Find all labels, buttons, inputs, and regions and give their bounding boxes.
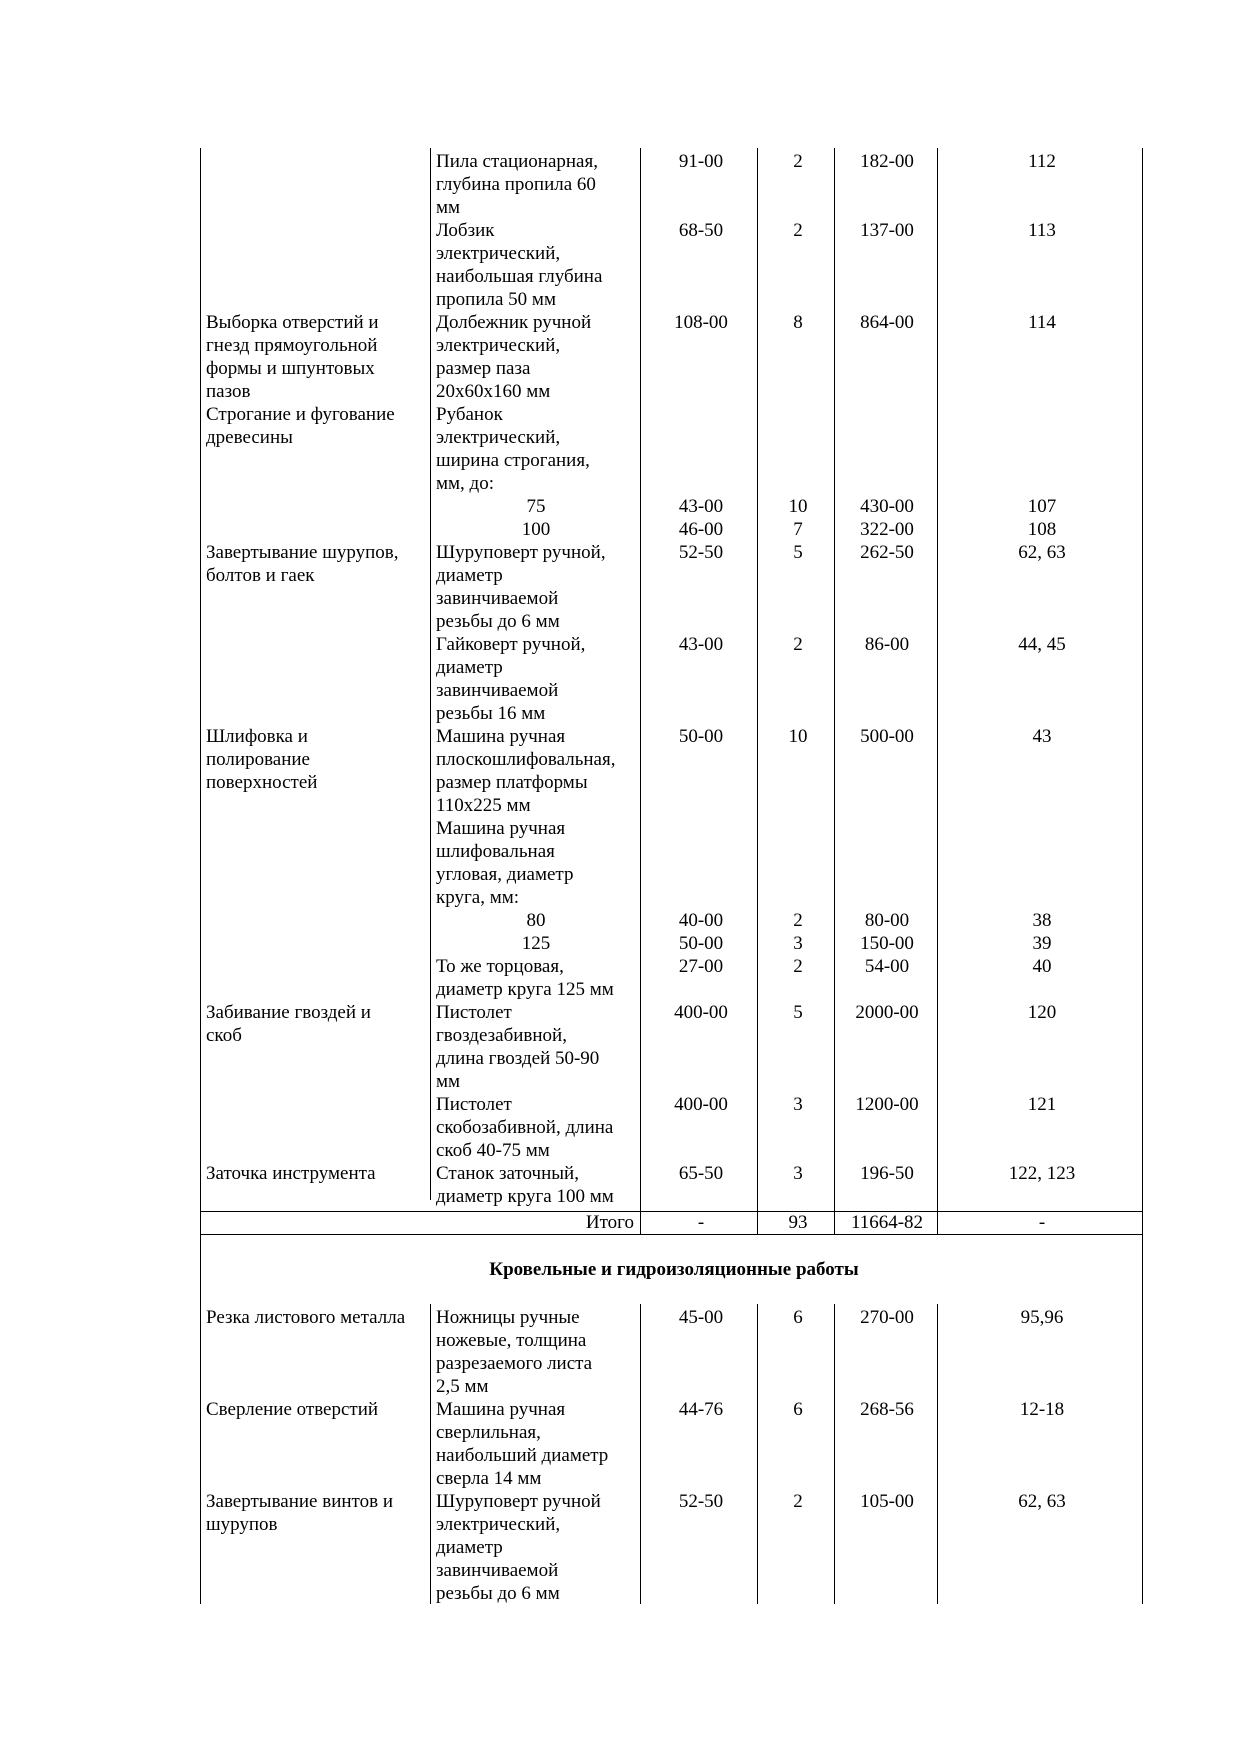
reference-cell: 108 [1027, 519, 1057, 540]
table-border-right [1142, 148, 1143, 1235]
tool-description: Шуруповерт ручной, диаметр завинчиваемой резьбы до 6 мм [436, 542, 606, 632]
quantity-cell: 5 [793, 542, 803, 563]
sum-cell: 430-00 [860, 496, 914, 517]
price-cell: 45-00 [678, 1307, 724, 1328]
total-label: Итого [585, 1212, 634, 1233]
sum-cell: 137-00 [860, 220, 914, 241]
tool-description: Машина ручная сверлильная, наибольший диаметр сверла 14 мм [436, 1399, 609, 1489]
operation-description: Выборка отверстий и гнезд прямоугольной формы и шпунтовых пазов [206, 312, 379, 402]
quantity-cell: 2 [793, 634, 803, 655]
table-border-left [200, 148, 201, 1235]
sum-cell: 196-50 [860, 1163, 914, 1184]
reference-cell: 107 [1027, 496, 1057, 517]
column-divider-sum-2 [937, 1304, 938, 1604]
price-cell: 65-50 [678, 1163, 724, 1184]
tool-description: Пила стационарная, глубина пропила 60 мм [436, 151, 598, 218]
size-value: 80 [526, 910, 546, 931]
sum-cell: 500-00 [860, 726, 914, 747]
column-divider-qty-2 [834, 1304, 835, 1604]
price-cell: 44-76 [678, 1399, 724, 1420]
price-cell: 52-50 [678, 1491, 724, 1512]
tool-description: Шуруповерт ручной электрический, диаметр завинчиваемой резьбы до 6 мм [436, 1491, 601, 1604]
reference-cell: 43 [1032, 726, 1052, 747]
tool-description: Лобзик электрический, наибольшая глубина пропила 50 мм [436, 220, 603, 310]
reference-cell: 40 [1032, 956, 1052, 977]
size-value: 125 [521, 933, 551, 954]
price-cell: 68-50 [678, 220, 724, 241]
operation-description: Завертывание шурупов, болтов и гаек [206, 542, 399, 586]
operation-description: Шлифовка и полирование поверхностей [206, 726, 318, 793]
price-cell: 400-00 [674, 1094, 728, 1115]
price-cell: 43-00 [678, 634, 724, 655]
operation-description: Резка листового металла [206, 1307, 406, 1328]
quantity-cell: 3 [793, 1094, 803, 1115]
sum-cell: 2000-00 [855, 1002, 919, 1023]
reference-cell: 120 [1027, 1002, 1057, 1023]
operation-description: Сверление отверстий [206, 1399, 379, 1420]
quantity-cell: 2 [793, 151, 803, 172]
quantity-cell: 6 [793, 1399, 803, 1420]
tool-description: Пистолет скобозабивной, длина скоб 40-75 мм [436, 1094, 614, 1161]
quantity-cell: 2 [793, 956, 803, 977]
sum-cell: 322-00 [860, 519, 914, 540]
column-divider-price-2 [757, 1304, 758, 1604]
column-divider-operation [430, 148, 431, 1200]
operation-description: Строгание и фугование древесины [206, 404, 395, 448]
size-value: 100 [521, 519, 551, 540]
sum-cell: 54-00 [864, 956, 910, 977]
reference-cell: 44, 45 [1018, 634, 1066, 655]
quantity-cell: 8 [793, 312, 803, 333]
column-divider-tool [640, 148, 641, 1235]
quantity-cell: 2 [793, 1491, 803, 1512]
quantity-cell: 7 [793, 519, 803, 540]
price-cell: 108-00 [674, 312, 728, 333]
sum-cell: 105-00 [860, 1491, 914, 1512]
sum-cell: 150-00 [860, 933, 914, 954]
total-price: - [697, 1212, 705, 1233]
sum-cell: 1200-00 [855, 1094, 919, 1115]
total-quantity: 93 [788, 1212, 808, 1233]
sum-cell: 262-50 [860, 542, 914, 563]
size-value: 75 [526, 496, 546, 517]
reference-cell: 12-18 [1019, 1399, 1065, 1420]
quantity-cell: 5 [793, 1002, 803, 1023]
column-divider-qty [834, 148, 835, 1235]
total-sum: 11664-82 [850, 1212, 924, 1233]
sum-cell: 268-56 [860, 1399, 914, 1420]
operation-description: Забивание гвоздей и скоб [206, 1002, 371, 1046]
section-border-right [1142, 1234, 1143, 1604]
price-cell: 46-00 [678, 519, 724, 540]
tool-description: Ножницы ручные ножевые, толщина разрезаемого листа 2,5 мм [436, 1307, 593, 1397]
column-divider-operation-2 [430, 1304, 431, 1604]
tool-description: Гайковерт ручной, диаметр завинчиваемой резьбы 16 мм [436, 634, 586, 724]
sum-cell: 270-00 [860, 1307, 914, 1328]
tool-description: Рубанок электрический, ширина строгания, мм, до: [436, 404, 590, 494]
reference-cell: 39 [1032, 933, 1052, 954]
reference-cell: 62, 63 [1018, 1491, 1066, 1512]
reference-cell: 114 [1028, 312, 1056, 333]
reference-cell: 113 [1028, 220, 1056, 241]
total-reference: - [1038, 1212, 1046, 1233]
tool-description: Машина ручная плоскошлифовальная, размер платформы 110х225 мм [436, 726, 616, 816]
tool-description: Пистолет гвоздезабивной, длина гвоздей 50-90 мм [436, 1002, 600, 1092]
quantity-cell: 6 [793, 1307, 803, 1328]
section-border-left [200, 1234, 201, 1604]
section-title: Кровельные и гидроизоляционные работы [489, 1259, 859, 1280]
sum-cell: 86-00 [864, 634, 910, 655]
reference-cell: 38 [1032, 910, 1052, 931]
price-cell: 40-00 [678, 910, 724, 931]
sum-cell: 80-00 [864, 910, 910, 931]
quantity-cell: 10 [788, 726, 808, 747]
price-cell: 27-00 [678, 956, 724, 977]
price-cell: 43-00 [678, 496, 724, 517]
tool-description: То же торцовая, диаметр круга 125 мм [436, 956, 614, 1000]
operation-description: Завертывание винтов и шурупов [206, 1491, 393, 1535]
quantity-cell: 3 [793, 933, 803, 954]
tool-description: Станок заточный, диаметр круга 100 мм [436, 1163, 614, 1207]
quantity-cell: 2 [793, 910, 803, 931]
reference-cell: 95,96 [1020, 1307, 1064, 1328]
reference-cell: 112 [1028, 151, 1056, 172]
reference-cell: 121 [1027, 1094, 1057, 1115]
tool-description: Долбежник ручной электрический, размер паза 20х60х160 мм [436, 312, 592, 402]
quantity-cell: 2 [793, 220, 803, 241]
column-divider-tool-2 [640, 1304, 641, 1604]
column-divider-price [757, 148, 758, 1235]
price-cell: 52-50 [678, 542, 724, 563]
price-cell: 50-00 [678, 726, 724, 747]
tool-description: Машина ручная шлифовальная угловая, диаметр круга, мм: [436, 818, 574, 908]
reference-cell: 122, 123 [1008, 1163, 1076, 1184]
quantity-cell: 10 [788, 496, 808, 517]
price-cell: 91-00 [678, 151, 724, 172]
price-cell: 50-00 [678, 933, 724, 954]
column-divider-sum [937, 148, 938, 1235]
total-row-bottom-border [200, 1234, 1143, 1235]
operation-description: Заточка инструмента [206, 1163, 376, 1184]
quantity-cell: 3 [793, 1163, 803, 1184]
sum-cell: 182-00 [860, 151, 914, 172]
reference-cell: 62, 63 [1018, 542, 1066, 563]
price-cell: 400-00 [674, 1002, 728, 1023]
sum-cell: 864-00 [860, 312, 914, 333]
